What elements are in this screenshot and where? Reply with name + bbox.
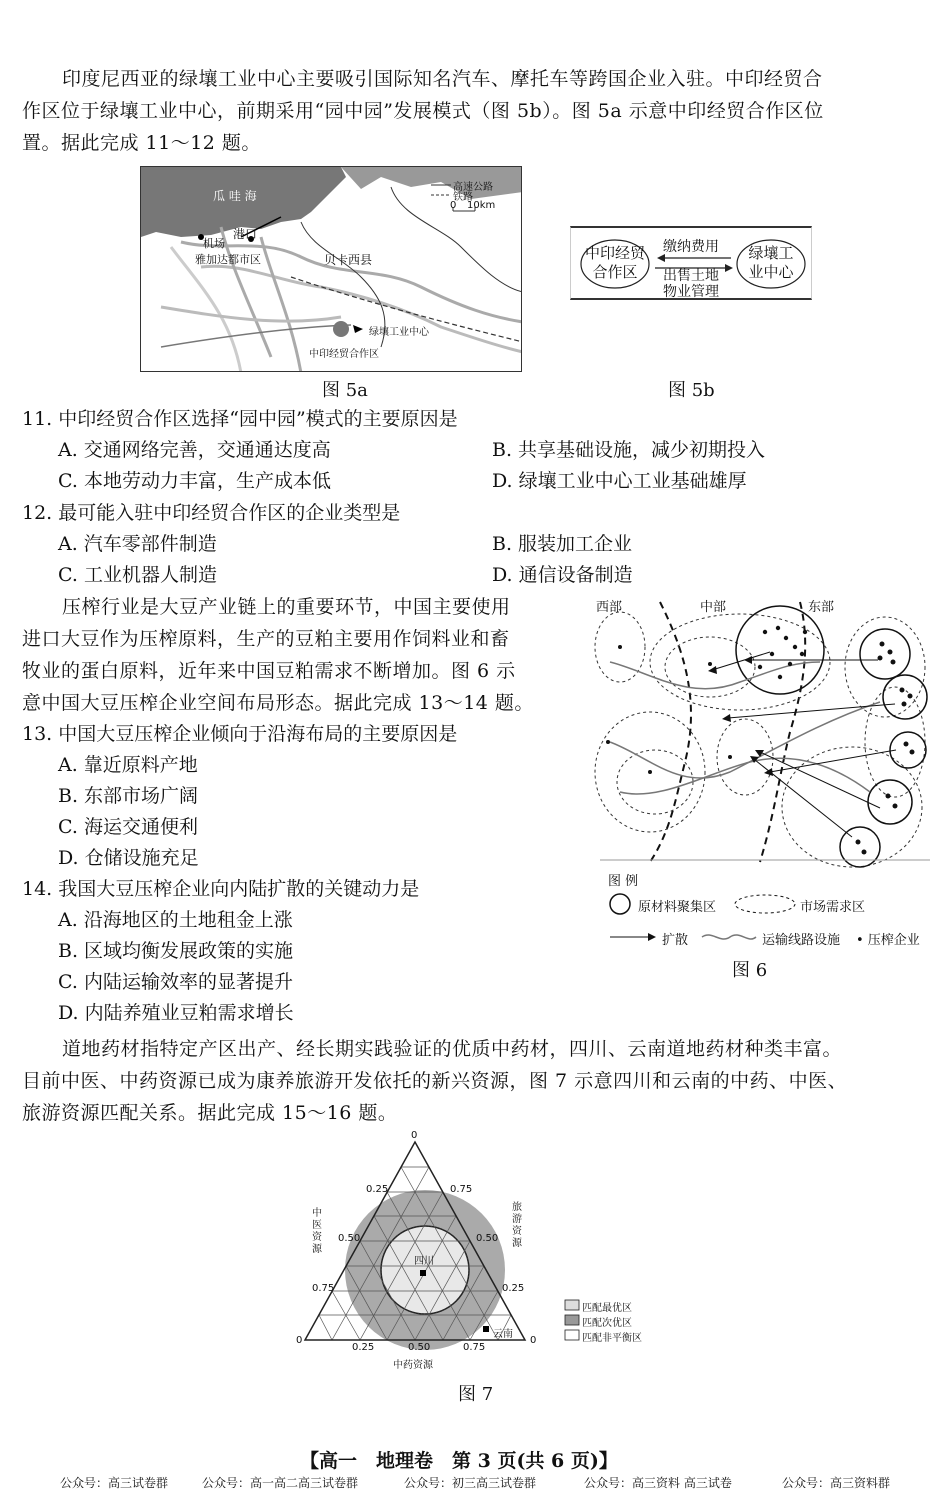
figure-7-caption: 图 7 [458, 1384, 494, 1405]
fig6-legend-transport: 运输线路设施 [762, 933, 841, 948]
fig7-left-050: 0.50 [338, 1233, 361, 1244]
page-footer: 【高一 地理卷 第 3 页(共 6 页)】 [300, 1450, 618, 1472]
intro3-line1: 道地药材指特定产区出产、经长期实践验证的优质中药材，四川、云南道地药材种类丰富。 [62, 1038, 843, 1060]
intro1-line3: 置。据此完成 11～12 题。 [22, 132, 261, 154]
q11-stem: 11. 中印经贸合作区选择“园中园”模式的主要原因是 [22, 408, 458, 430]
fig6-legend-raw: 原材料聚集区 [638, 900, 717, 915]
fig7-left-075: 0.75 [312, 1283, 335, 1294]
scale-ten: 10km [467, 200, 496, 211]
fig7-legend-second: 匹配次优区 [582, 1318, 632, 1329]
fig6-legend-enterprise: • 压榨企业 [856, 933, 920, 948]
fig7-axis-right: 旅游资源 [512, 1202, 522, 1249]
intro1-line1: 印度尼西亚的绿壤工业中心主要吸引国际知名汽车、摩托车等跨国企业入驻。中印经贸合 [62, 68, 823, 90]
watermark-1: 公众号：高三试卷群 [60, 1476, 169, 1490]
fig6-west-label: 西部 [596, 600, 623, 615]
fig5b-top-arrow-label: 缴纳费用 [663, 239, 719, 255]
fig5b-bottom-arrow-label-2: 物业管理 [663, 284, 719, 300]
q11-option-b[interactable]: B. 共享基础设施，减少初期投入 [492, 439, 766, 461]
fig7-bottom-050: 0.50 [408, 1342, 431, 1353]
map-capital-label: 雅加达都市区 [195, 253, 261, 266]
map-airport-label: 机场 [203, 237, 225, 250]
intro2-line2: 进口大豆作为压榨原料，生产的豆粕主要用作饲料业和畜 [22, 628, 510, 650]
intro3-line2: 目前中医、中药资源已成为康养旅游开发依托的新兴资源，图 7 示意四川和云南的中药、中医、 [22, 1070, 848, 1092]
fig7-right-075: 0.75 [450, 1184, 473, 1195]
q14-stem: 14. 我国大豆压榨企业向内陆扩散的关键动力是 [22, 878, 420, 900]
q14-option-d[interactable]: D. 内陆养殖业豆粕需求增长 [58, 1002, 294, 1024]
fig7-bottom-left-0: 0 [296, 1335, 303, 1346]
legend-rail-label: 铁路 [453, 192, 473, 203]
q14-option-a[interactable]: A. 沿海地区的土地租金上涨 [58, 909, 293, 931]
figure-7 [290, 1130, 670, 1375]
map-industrial-center-label: 绿壤工业中心 [369, 327, 429, 338]
fig7-legend-unbalanced: 匹配非平衡区 [582, 1333, 642, 1344]
fig7-axis-bottom: 中药资源 [393, 1360, 433, 1371]
watermark-2: 公众号：高一高二高三试卷群 [202, 1476, 359, 1490]
q13-option-d[interactable]: D. 仓储设施充足 [58, 847, 199, 869]
fig5b-bottom-arrow-label-1: 出售土地 [663, 268, 719, 284]
q12-stem: 12. 最可能入驻中印经贸合作区的企业类型是 [22, 502, 401, 524]
q12-option-a[interactable]: A. 汽车零部件制造 [58, 533, 217, 555]
fig7-bottom-right-0: 0 [530, 1335, 537, 1346]
watermark-5: 公众号：高三资料群 [782, 1476, 891, 1490]
fig7-axis-left: 中医资源 [312, 1208, 322, 1255]
fig7-top-0: 0 [411, 1130, 418, 1141]
q13-stem: 13. 中国大豆压榨企业倾向于沿海布局的主要原因是 [22, 723, 458, 745]
fig7-bottom-075: 0.75 [463, 1342, 486, 1353]
fig6-middle-label: 中部 [700, 600, 727, 615]
q12-option-b[interactable]: B. 服装加工企业 [492, 533, 633, 555]
intro2-line1: 压榨行业是大豆产业链上的重要环节，中国主要使用 [62, 596, 511, 618]
map-county-label: 贝卡西县 [324, 253, 373, 267]
legend-highway-label: 高速公路 [453, 182, 493, 193]
map-port-label: 港口 [233, 227, 258, 241]
q13-option-b[interactable]: B. 东部市场广阔 [58, 785, 199, 807]
intro2-line4: 意中国大豆压榨企业空间布局形态。据此完成 13～14 题。 [22, 692, 534, 714]
figure-6-caption: 图 6 [732, 960, 768, 981]
q14-option-c[interactable]: C. 内陆运输效率的显著提升 [58, 971, 293, 993]
fig7-right-025: 0.25 [502, 1283, 525, 1294]
intro2-line3: 牧业的蛋白原料，近年来中国豆粕需求不断增加。图 6 示 [22, 660, 516, 682]
fig6-east-label: 东部 [808, 600, 835, 615]
fig6-legend-market: 市场需求区 [800, 900, 866, 915]
scale-zero: 0 [450, 200, 457, 211]
q12-option-c[interactable]: C. 工业机器人制造 [58, 564, 217, 586]
fig7-right-050: 0.50 [476, 1233, 499, 1244]
q12-option-d[interactable]: D. 通信设备制造 [492, 564, 633, 586]
intro3-line3: 旅游资源匹配关系。据此完成 15～16 题。 [22, 1102, 398, 1124]
fig7-yunnan-label: 云南 [493, 1329, 513, 1340]
map-zone-label: 中印经贸合作区 [309, 349, 379, 360]
fig6-legend-title: 图 例 [608, 874, 639, 889]
q13-option-a[interactable]: A. 靠近原料产地 [58, 754, 198, 776]
figure-5a-caption: 图 5a [322, 380, 368, 401]
fig6-legend-spread: 扩散 [662, 933, 689, 948]
watermark-4: 公众号：高三资料 高三试卷 [584, 1476, 732, 1490]
figure-5b [570, 226, 812, 300]
fig7-sichuan-label: 四川 [414, 1256, 434, 1267]
q14-option-b[interactable]: B. 区域均衡发展政策的实施 [58, 940, 294, 962]
fig7-legend-best: 匹配最优区 [582, 1303, 632, 1314]
q11-option-a[interactable]: A. 交通网络完善，交通通达度高 [58, 439, 331, 461]
figure-6 [590, 592, 930, 952]
fig7-left-025: 0.25 [366, 1184, 389, 1195]
intro1-line2: 作区位于绿壤工业中心，前期采用“园中园”发展模式（图 5b）。图 5a 示意中印经贸合作区位 [22, 100, 824, 122]
map-5a [140, 166, 522, 372]
map-sea-label: 瓜 哇 海 [213, 189, 257, 203]
fig7-bottom-025: 0.25 [352, 1342, 375, 1353]
q11-option-c[interactable]: C. 本地劳动力丰富，生产成本低 [58, 470, 331, 492]
fig5b-right-node: 绿壤工 业中心 [748, 244, 794, 281]
q13-option-c[interactable]: C. 海运交通便利 [58, 816, 198, 838]
watermark-3: 公众号：初三高三试卷群 [404, 1476, 537, 1490]
figure-5b-caption: 图 5b [668, 380, 715, 401]
fig5b-left-node: 中印经贸 合作区 [584, 244, 645, 281]
q11-option-d[interactable]: D. 绿壤工业中心工业基础雄厚 [492, 470, 747, 492]
